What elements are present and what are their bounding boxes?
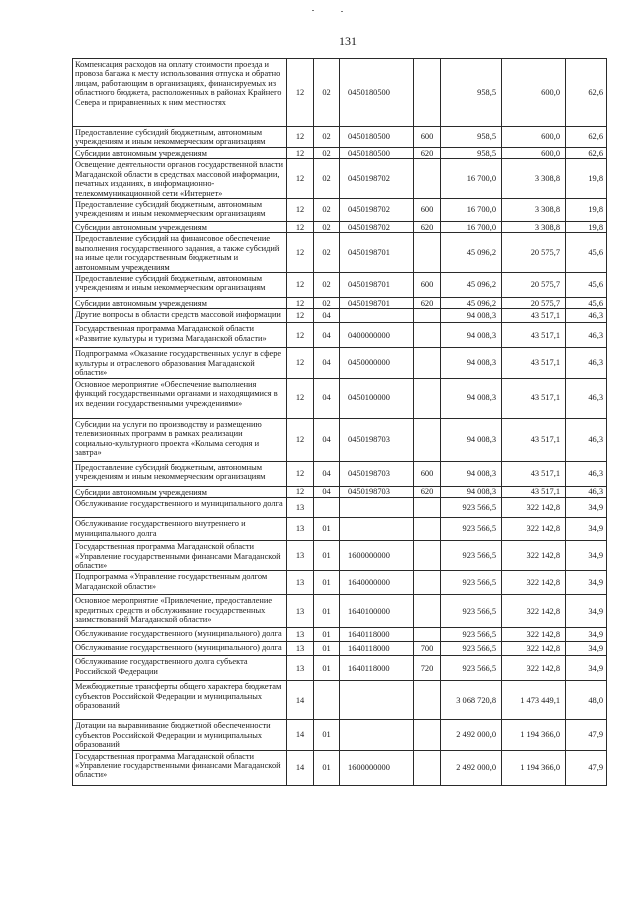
scan-speck [341,11,343,12]
cell-target-article: 0450198702 [340,159,414,199]
table-row [73,323,607,348]
cell-execution-percent: 46,3 [566,348,607,378]
cell-section-code: 14 [287,750,314,785]
cell-subsection-code: 04 [314,486,340,497]
cell-section-code: 12 [287,233,314,273]
cell-planned-amount: 16 700,0 [441,199,502,222]
cell-executed-amount: 43 517,1 [502,486,566,497]
cell-subsection-code: 04 [314,348,340,378]
table-row [73,642,607,656]
cell-section-code: 13 [287,498,314,518]
table-row [73,518,607,541]
cell-subsection-code: 04 [314,461,340,486]
table-row [73,486,607,497]
cell-execution-percent: 19,8 [566,159,607,199]
cell-execution-percent: 47,9 [566,750,607,785]
cell-target-article: 0450198702 [340,222,414,233]
cell-section-code: 13 [287,571,314,595]
cell-section-code: 12 [287,127,314,148]
cell-item-name: Субсидии автономным учреждениям [73,486,287,497]
cell-expense-type: 620 [414,298,441,309]
cell-section-code: 12 [287,148,314,159]
cell-executed-amount: 600,0 [502,148,566,159]
table-row [73,595,607,628]
cell-expense-type [414,159,441,199]
cell-expense-type [414,498,441,518]
cell-execution-percent: 19,8 [566,199,607,222]
cell-expense-type: 620 [414,486,441,497]
table-row [73,148,607,159]
cell-item-name: Государственная программа Магаданской области «Развитие культуры и туризма Магаданской области» [73,323,287,348]
cell-target-article: 0450198701 [340,233,414,273]
cell-subsection-code: 01 [314,642,340,656]
cell-item-name: Предоставление субсидий на финансовое обеспечение выполнения государственного задания, а также субсидий на иные цели государственным бюджетным и автономным учреждениям [73,233,287,273]
cell-planned-amount: 2 492 000,0 [441,720,502,750]
cell-expense-type [414,541,441,571]
budget-table [72,58,607,786]
table-row [73,418,607,461]
cell-execution-percent: 34,9 [566,656,607,681]
cell-section-code: 13 [287,642,314,656]
cell-execution-percent: 62,6 [566,148,607,159]
cell-execution-percent: 48,0 [566,681,607,720]
cell-subsection-code: 01 [314,571,340,595]
cell-executed-amount: 600,0 [502,59,566,127]
cell-expense-type [414,628,441,642]
table-row [73,59,607,127]
cell-section-code: 14 [287,720,314,750]
table-row [73,461,607,486]
cell-subsection-code: 02 [314,222,340,233]
cell-item-name: Обслуживание государственного долга субъекта Российской Федерации [73,656,287,681]
cell-planned-amount: 923 566,5 [441,518,502,541]
table-row [73,378,607,418]
cell-expense-type [414,418,441,461]
cell-planned-amount: 958,5 [441,148,502,159]
cell-section-code: 12 [287,222,314,233]
cell-executed-amount: 20 575,7 [502,298,566,309]
cell-planned-amount: 16 700,0 [441,159,502,199]
cell-target-article [340,518,414,541]
cell-execution-percent: 46,3 [566,309,607,323]
cell-subsection-code: 04 [314,378,340,418]
cell-subsection-code: 01 [314,750,340,785]
table-row [73,628,607,642]
cell-section-code: 12 [287,199,314,222]
cell-expense-type [414,681,441,720]
cell-planned-amount: 3 068 720,8 [441,681,502,720]
cell-target-article: 0450198702 [340,199,414,222]
cell-item-name: Субсидии автономным учреждениям [73,298,287,309]
cell-subsection-code: 02 [314,127,340,148]
cell-executed-amount: 3 308,8 [502,199,566,222]
cell-execution-percent: 47,9 [566,720,607,750]
cell-section-code: 12 [287,461,314,486]
cell-expense-type: 600 [414,273,441,298]
cell-executed-amount: 3 308,8 [502,159,566,199]
cell-planned-amount: 923 566,5 [441,642,502,656]
cell-executed-amount: 43 517,1 [502,323,566,348]
cell-item-name: Дотации на выравнивание бюджетной обеспеченности субъектов Российской Федерации и муниципальных образований [73,720,287,750]
cell-item-name: Предоставление субсидий бюджетным, автономным учреждениям и иным некоммерческим организациям [73,461,287,486]
cell-section-code: 12 [287,323,314,348]
cell-subsection-code: 02 [314,233,340,273]
cell-expense-type [414,595,441,628]
cell-section-code: 12 [287,348,314,378]
cell-target-article: 1600000000 [340,541,414,571]
cell-executed-amount: 322 142,8 [502,628,566,642]
cell-target-article: 0450198703 [340,418,414,461]
cell-expense-type: 700 [414,642,441,656]
cell-target-article: 0450198703 [340,486,414,497]
cell-subsection-code: 01 [314,656,340,681]
cell-expense-type [414,348,441,378]
cell-expense-type [414,323,441,348]
cell-subsection-code: 01 [314,518,340,541]
scan-speck [312,10,314,11]
cell-planned-amount: 94 008,3 [441,461,502,486]
cell-expense-type: 620 [414,148,441,159]
cell-executed-amount: 322 142,8 [502,518,566,541]
cell-subsection-code [314,498,340,518]
cell-target-article: 0450198701 [340,298,414,309]
table-row [73,199,607,222]
table-row [73,720,607,750]
cell-item-name: Предоставление субсидий бюджетным, автономным учреждениям и иным некоммерческим организациям [73,199,287,222]
cell-execution-percent: 46,3 [566,378,607,418]
cell-executed-amount: 1 194 366,0 [502,750,566,785]
cell-subsection-code: 04 [314,309,340,323]
cell-target-article [340,309,414,323]
cell-item-name: Предоставление субсидий бюджетным, автономным учреждениям и иным некоммерческим организациям [73,273,287,298]
cell-target-article: 0450198703 [340,461,414,486]
cell-executed-amount: 20 575,7 [502,233,566,273]
cell-expense-type [414,720,441,750]
cell-item-name: Обслуживание государственного внутреннего и муниципального долга [73,518,287,541]
cell-item-name: Освещение деятельности органов государственной власти Магаданской области в средствах массовой информации, печатных изданиях, в информационно-телекоммуникационной сети «Интернет» [73,159,287,199]
cell-expense-type: 600 [414,127,441,148]
table-row [73,222,607,233]
cell-executed-amount: 3 308,8 [502,222,566,233]
cell-subsection-code: 02 [314,199,340,222]
cell-planned-amount: 2 492 000,0 [441,750,502,785]
cell-execution-percent: 34,9 [566,595,607,628]
cell-executed-amount: 43 517,1 [502,378,566,418]
cell-section-code: 12 [287,273,314,298]
cell-planned-amount: 45 096,2 [441,273,502,298]
cell-target-article: 1640118000 [340,656,414,681]
cell-item-name: Обслуживание государственного и муниципального долга [73,498,287,518]
cell-planned-amount: 923 566,5 [441,498,502,518]
cell-expense-type [414,378,441,418]
cell-planned-amount: 923 566,5 [441,595,502,628]
cell-expense-type: 620 [414,222,441,233]
cell-execution-percent: 34,9 [566,541,607,571]
table-row [73,127,607,148]
cell-planned-amount: 94 008,3 [441,309,502,323]
cell-execution-percent: 46,3 [566,323,607,348]
table-row [73,233,607,273]
cell-execution-percent: 62,6 [566,59,607,127]
cell-planned-amount: 923 566,5 [441,656,502,681]
cell-execution-percent: 34,9 [566,518,607,541]
cell-item-name: Другие вопросы в области средств массовой информации [73,309,287,323]
table-row [73,298,607,309]
cell-expense-type [414,309,441,323]
cell-target-article [340,498,414,518]
table-row [73,656,607,681]
cell-target-article: 1640000000 [340,571,414,595]
cell-subsection-code: 02 [314,59,340,127]
table-row [73,541,607,571]
cell-execution-percent: 62,6 [566,127,607,148]
cell-item-name: Субсидии автономным учреждениям [73,222,287,233]
cell-target-article: 0400000000 [340,323,414,348]
table-row [73,159,607,199]
cell-expense-type [414,59,441,127]
cell-item-name: Государственная программа Магаданской области «Управление государственными финансами Магаданской области» [73,541,287,571]
cell-item-name: Предоставление субсидий бюджетным, автономным учреждениям и иным некоммерческим организациям [73,127,287,148]
table-row [73,498,607,518]
cell-item-name: Обслуживание государственного (муниципального) долга [73,628,287,642]
cell-expense-type: 600 [414,199,441,222]
cell-section-code: 12 [287,59,314,127]
cell-target-article: 0450100000 [340,378,414,418]
cell-item-name: Обслуживание государственного (муниципального) долга [73,642,287,656]
cell-planned-amount: 923 566,5 [441,628,502,642]
cell-subsection-code: 01 [314,541,340,571]
cell-execution-percent: 45,6 [566,233,607,273]
cell-planned-amount: 923 566,5 [441,541,502,571]
cell-section-code: 12 [287,486,314,497]
cell-planned-amount: 94 008,3 [441,486,502,497]
cell-section-code: 12 [287,418,314,461]
cell-section-code: 13 [287,656,314,681]
cell-executed-amount: 1 473 449,1 [502,681,566,720]
cell-target-article: 0450000000 [340,348,414,378]
cell-subsection-code: 02 [314,148,340,159]
cell-target-article: 1640100000 [340,595,414,628]
table-row [73,348,607,378]
cell-executed-amount: 600,0 [502,127,566,148]
cell-executed-amount: 1 194 366,0 [502,720,566,750]
cell-planned-amount: 94 008,3 [441,348,502,378]
cell-target-article: 0450180500 [340,127,414,148]
cell-planned-amount: 45 096,2 [441,298,502,309]
cell-execution-percent: 19,8 [566,222,607,233]
page-number: 131 [339,34,357,48]
cell-planned-amount: 94 008,3 [441,418,502,461]
cell-section-code: 12 [287,378,314,418]
cell-item-name: Субсидии автономным учреждениям [73,148,287,159]
cell-section-code: 13 [287,628,314,642]
cell-planned-amount: 958,5 [441,59,502,127]
cell-executed-amount: 322 142,8 [502,642,566,656]
cell-section-code: 12 [287,159,314,199]
cell-section-code: 13 [287,595,314,628]
cell-execution-percent: 45,6 [566,298,607,309]
cell-subsection-code: 02 [314,159,340,199]
cell-subsection-code: 02 [314,298,340,309]
cell-item-name: Подпрограмма «Оказание государственных услуг в сфере культуры и отраслевого образования Магаданской области» [73,348,287,378]
cell-expense-type [414,750,441,785]
table-row [73,309,607,323]
cell-planned-amount: 958,5 [441,127,502,148]
cell-executed-amount: 322 142,8 [502,595,566,628]
cell-item-name: Межбюджетные трансферты общего характера бюджетам субъектов Российской Федерации и муниципальных образований [73,681,287,720]
table-row [73,681,607,720]
cell-planned-amount: 94 008,3 [441,378,502,418]
cell-executed-amount: 322 142,8 [502,656,566,681]
cell-section-code: 13 [287,541,314,571]
cell-execution-percent: 46,3 [566,461,607,486]
cell-expense-type: 600 [414,461,441,486]
table-row [73,750,607,785]
cell-executed-amount: 322 142,8 [502,498,566,518]
cell-section-code: 12 [287,309,314,323]
table-row [73,273,607,298]
cell-item-name: Основное мероприятие «Привлечение, предоставление кредитных средств и обслуживание государственных заимствований Магаданской области» [73,595,287,628]
cell-subsection-code: 04 [314,418,340,461]
cell-execution-percent: 34,9 [566,571,607,595]
cell-target-article: 1640118000 [340,628,414,642]
cell-target-article: 0450198701 [340,273,414,298]
cell-subsection-code: 04 [314,323,340,348]
cell-subsection-code: 01 [314,720,340,750]
cell-target-article: 0450180500 [340,148,414,159]
cell-expense-type [414,233,441,273]
cell-planned-amount: 923 566,5 [441,571,502,595]
cell-execution-percent: 34,9 [566,498,607,518]
cell-item-name: Государственная программа Магаданской области «Управление государственными финансами Магаданской области» [73,750,287,785]
cell-executed-amount: 43 517,1 [502,348,566,378]
cell-item-name: Субсидии на услуги по производству и размещению телевизионных программ в рамках реализации социально-культурного проекта «Колыма сегодня и завтра» [73,418,287,461]
cell-target-article: 1600000000 [340,750,414,785]
table-body [73,59,607,786]
cell-planned-amount: 94 008,3 [441,323,502,348]
cell-target-article: 0450180500 [340,59,414,127]
cell-item-name: Основное мероприятие «Обеспечение выполнения функций государственными органами и находящимися в их ведении государственными учреждениями» [73,378,287,418]
cell-executed-amount: 43 517,1 [502,461,566,486]
cell-expense-type: 720 [414,656,441,681]
cell-subsection-code [314,681,340,720]
cell-subsection-code: 01 [314,628,340,642]
cell-execution-percent: 34,9 [566,628,607,642]
cell-section-code: 12 [287,298,314,309]
cell-target-article [340,720,414,750]
cell-executed-amount: 43 517,1 [502,418,566,461]
cell-item-name: Компенсация расходов на оплату стоимости проезда и провоза багажа к месту использования отпуска и обратно лицам, работающим в организациях, финансируемых из областного бюджета, расположенных в районах Крайнего Севера и приравненных к ним местностях [73,59,287,127]
cell-executed-amount: 322 142,8 [502,571,566,595]
table-row [73,571,607,595]
cell-executed-amount: 20 575,7 [502,273,566,298]
cell-planned-amount: 45 096,2 [441,233,502,273]
cell-execution-percent: 45,6 [566,273,607,298]
cell-planned-amount: 16 700,0 [441,222,502,233]
cell-expense-type [414,571,441,595]
cell-expense-type [414,518,441,541]
cell-execution-percent: 46,3 [566,486,607,497]
cell-execution-percent: 34,9 [566,642,607,656]
cell-item-name: Подпрограмма «Управление государственным долгом Магаданской области» [73,571,287,595]
cell-execution-percent: 46,3 [566,418,607,461]
cell-subsection-code: 02 [314,273,340,298]
cell-section-code: 14 [287,681,314,720]
cell-executed-amount: 43 517,1 [502,309,566,323]
cell-target-article [340,681,414,720]
cell-executed-amount: 322 142,8 [502,541,566,571]
cell-subsection-code: 01 [314,595,340,628]
cell-target-article: 1640118000 [340,642,414,656]
cell-section-code: 13 [287,518,314,541]
